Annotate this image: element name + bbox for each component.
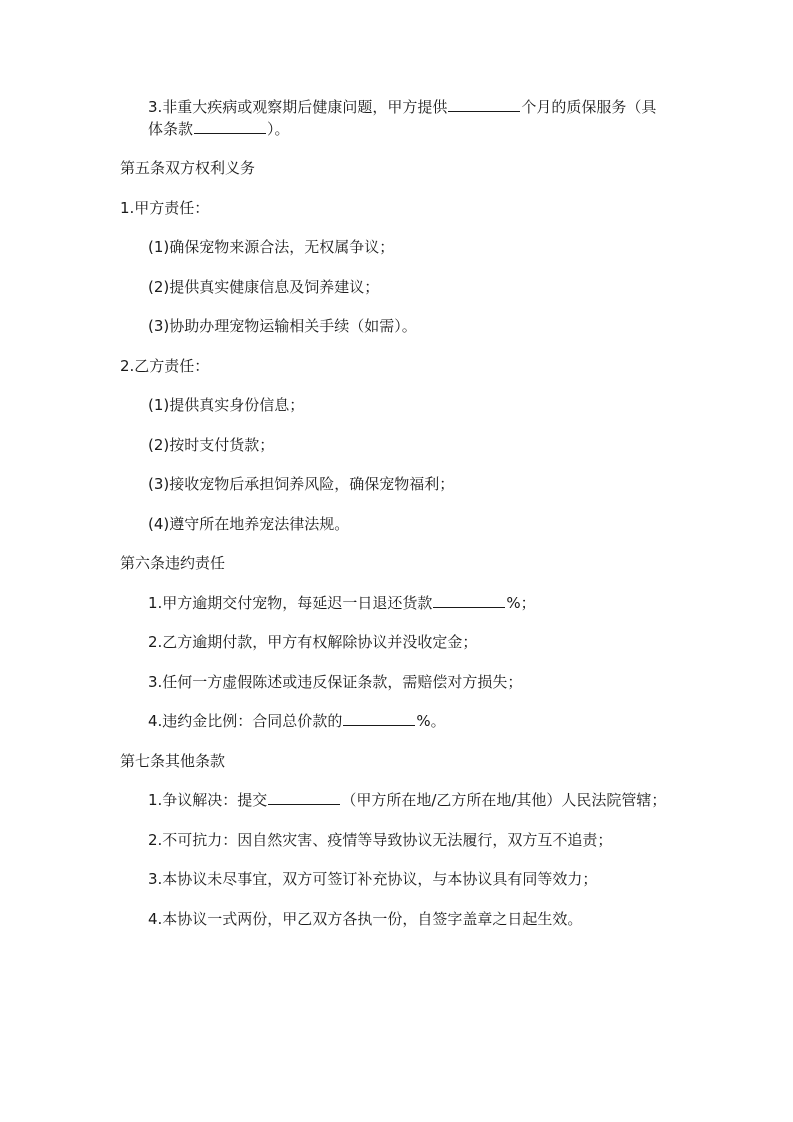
party-a-item-3: (3)协助办理宠物运输相关手续（如需）。 <box>148 317 417 335</box>
penalty-rate-blank[interactable] <box>343 710 415 726</box>
other-item-4: 4.本协议一式两份，甲乙双方各执一份，自签字盖章之日起生效。 <box>148 910 583 928</box>
warranty-clause-line2 <box>148 118 290 140</box>
warranty-terms-close: ）。 <box>267 120 290 138</box>
party-b-item-4: (4)遵守所在地养宠法律法规。 <box>148 515 350 533</box>
other-item-1-text: 1.争议解决：提交 <box>148 791 268 809</box>
other-item-2: 2.不可抗力：因自然灾害、疫情等导致协议无法履行，双方互不追责； <box>148 831 613 849</box>
breach-item-4-text: 4.违约金比例：合同总价款的 <box>148 712 343 730</box>
court-jurisdiction-blank[interactable] <box>268 789 340 805</box>
breach-item-1-suffix: %； <box>506 594 536 612</box>
party-a-heading: 1.甲方责任： <box>120 199 210 217</box>
party-b-item-1: (1)提供真实身份信息； <box>148 396 305 414</box>
other-item-1-suffix: （甲方所在地/乙方所在地/其他）人民法院管辖； <box>341 791 667 809</box>
breach-item-1-text: 1.甲方逾期交付宠物，每延迟一日退还货款 <box>148 594 433 612</box>
section7-title: 第七条其他条款 <box>120 752 226 770</box>
breach-item-2: 2.乙方逾期付款，甲方有权解除协议并没收定金； <box>148 633 478 651</box>
warranty-clause-line1 <box>148 96 656 118</box>
warranty-clause-text-end: 个月的质保服务（具 <box>521 98 657 116</box>
breach-item-4-suffix: %。 <box>416 712 446 730</box>
party-a-item-1: (1)确保宠物来源合法，无权属争议； <box>148 238 395 256</box>
other-item-1 <box>148 789 666 811</box>
section5-title: 第五条双方权利义务 <box>120 159 256 177</box>
warranty-terms-blank[interactable] <box>194 118 266 134</box>
warranty-months-blank[interactable] <box>448 96 520 112</box>
other-item-3: 3.本协议未尽事宜，双方可签订补充协议，与本协议具有同等效力； <box>148 870 598 888</box>
late-delivery-rate-blank[interactable] <box>433 592 505 608</box>
party-b-item-2: (2)按时支付货款； <box>148 436 275 454</box>
warranty-terms-label: 体条款 <box>148 120 194 138</box>
breach-item-1 <box>148 592 536 614</box>
breach-item-3: 3.任何一方虚假陈述或违反保证条款，需赔偿对方损失； <box>148 673 523 691</box>
party-b-heading: 2.乙方责任： <box>120 357 210 375</box>
warranty-clause-text: 3.非重大疾病或观察期后健康问题，甲方提供 <box>148 98 448 116</box>
section6-title: 第六条违约责任 <box>120 554 226 572</box>
party-a-item-2: (2)提供真实健康信息及饲养建议； <box>148 278 380 296</box>
breach-item-4 <box>148 710 446 732</box>
party-b-item-3: (3)接收宠物后承担饲养风险，确保宠物福利； <box>148 475 455 493</box>
